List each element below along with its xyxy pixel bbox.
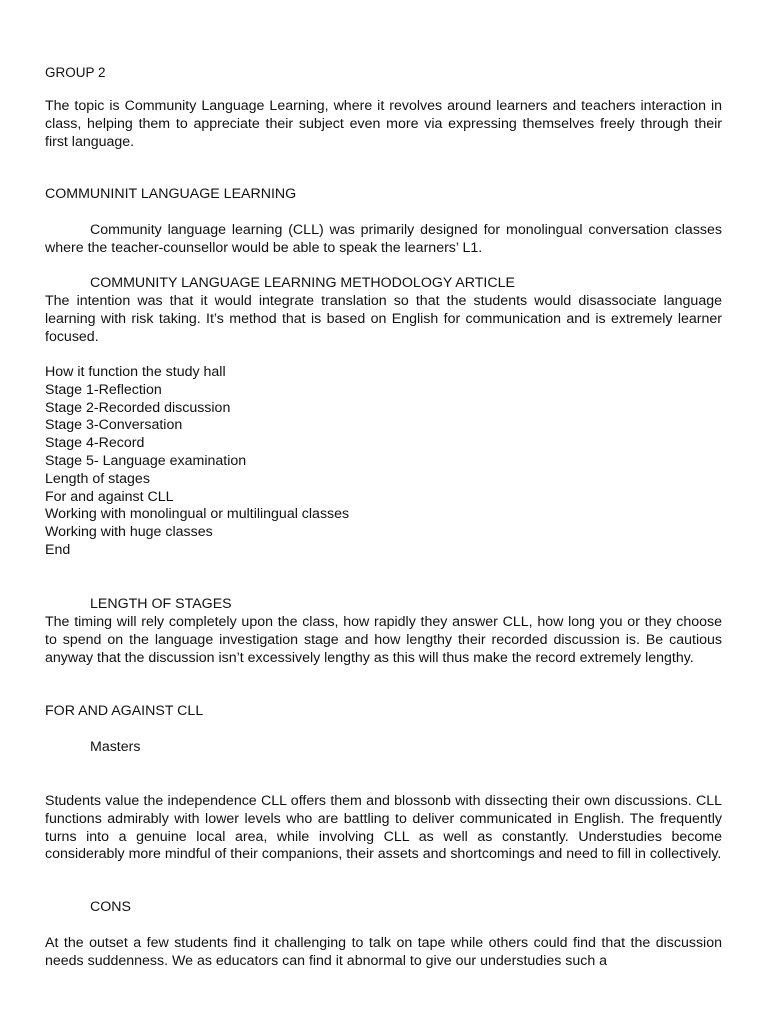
subheading-masters: Masters	[90, 739, 141, 755]
pros-paragraph: Students value the independence CLL offers them and blossonb with dissecting their own discussions. CLL functions admirably with lower levels who are battling to deliver communicated in English. The frequently turns into a genuine local area, while involving CLL as well as constantly. Understudies become considerably more mindful of their companions, their assets and shortcomings and need to fill in collectively.	[45, 793, 722, 863]
heading-length-of-stages: LENGTH OF STAGES	[90, 596, 232, 612]
length-of-stages-paragraph: The timing will rely completely upon the class, how rapidly they answer CLL, how long you or they choose to spend on the language investigation stage and how lengthy their recorded discussion is. Be cautious anyway that the discussion isn’t excessively lengthy as this will thus make the record extremely lengthy.	[45, 614, 722, 666]
list-item: Working with monolingual or multilingual classes	[45, 506, 350, 523]
heading-for-and-against: FOR AND AGAINST CLL	[45, 703, 204, 719]
list-item: End	[45, 541, 71, 558]
cons-paragraph: At the outset a few students find it challenging to talk on tape while others could find that the discussion needs suddenness. We as educators can find it abnormal to give our understudies such a	[45, 935, 722, 969]
methodology-paragraph: The intention was that it would integrate translation so that the students would disassociate language learning with risk taking. It’s method that is based on English for communication and is extremely learner focused.	[45, 293, 722, 345]
intro-paragraph: The topic is Community Language Learning, where it revolves around learners and teachers interaction in class, helping them to appreciate their subject even more via expressing themselves freely through their first language.	[45, 98, 722, 150]
list-item: Length of stages	[45, 470, 150, 487]
list-item: How it function the study hall	[45, 364, 226, 380]
group-label: GROUP 2	[45, 65, 106, 80]
list-item: Working with huge classes	[45, 524, 213, 541]
list-item: For and against CLL	[45, 488, 174, 505]
list-item: Stage 3-Conversation	[45, 417, 183, 434]
heading-methodology-article: COMMUNITY LANGUAGE LEARNING METHODOLOGY ARTICLE	[90, 275, 515, 291]
stages-list	[45, 364, 722, 560]
list-item: Stage 5- Language examination	[45, 452, 247, 469]
list-item: Stage 2-Recorded discussion	[45, 399, 231, 416]
cll-definition-paragraph: Community language learning (CLL) was primarily designed for monolingual conversation classes where the teacher-counsellor would be able to speak the learners’ L1.	[45, 222, 722, 256]
list-item: Stage 1-Reflection	[45, 381, 162, 398]
subheading-cons: CONS	[90, 899, 131, 915]
heading-communinit-language-learning: COMMUNINIT LANGUAGE LEARNING	[45, 186, 297, 202]
list-item: Stage 4-Record	[45, 435, 145, 452]
